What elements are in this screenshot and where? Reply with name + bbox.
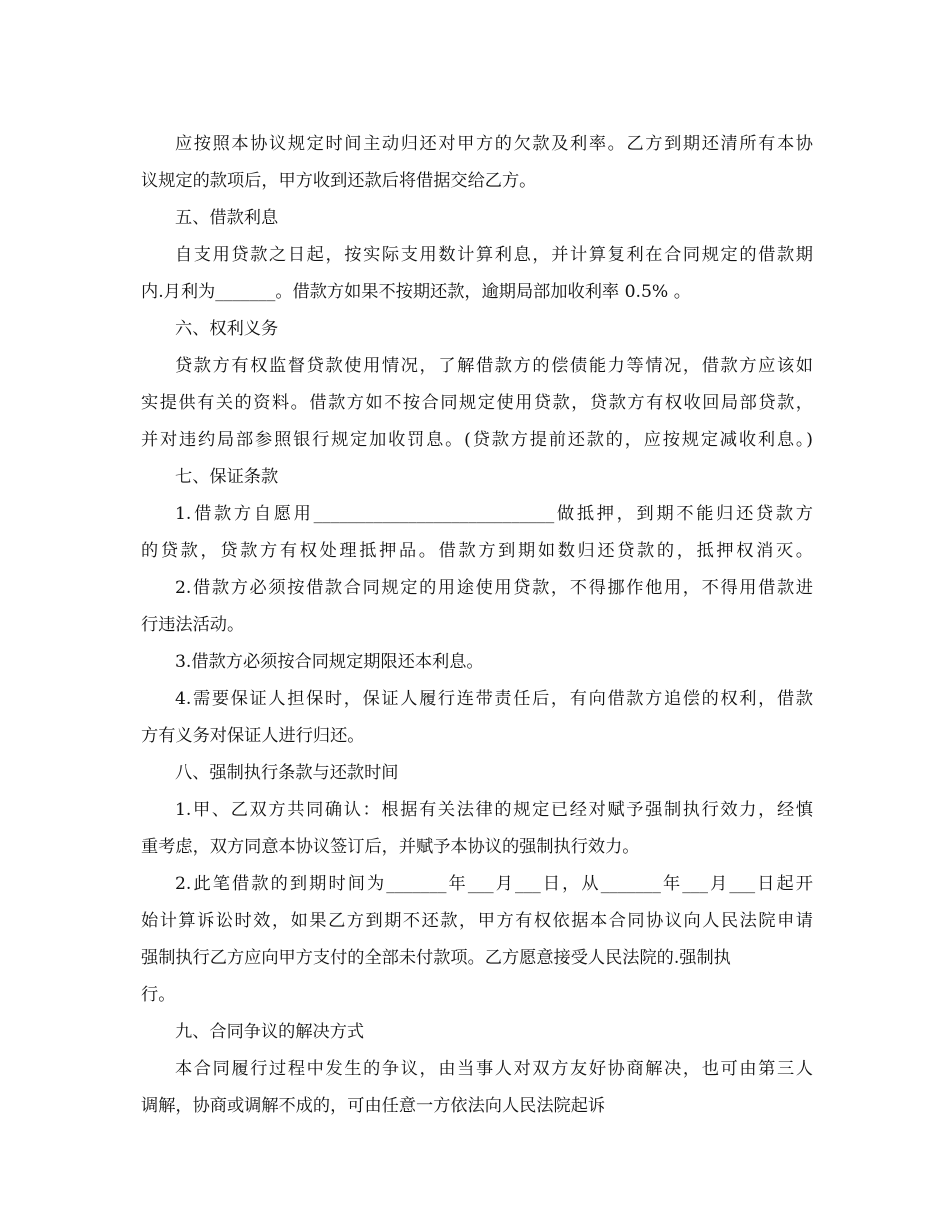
text-line: 3.借款方必须按合同规定期限还本利息。 xyxy=(175,652,484,672)
document-body xyxy=(141,126,813,1125)
section-heading: 六、权利义务 xyxy=(175,319,279,339)
section-heading: 九、合同争议的解决方式 xyxy=(175,1022,365,1042)
text-line: 2.此笔借款的到期时间为_______年___月___日，从_______年___月___日起开 xyxy=(175,874,813,894)
text-line: 强制执行乙方应向甲方支付的全部未付款项。乙方愿意接受人民法院的.强制执 xyxy=(141,948,731,968)
text-line: 4.需要保证人担保时，保证人履行连带责任后，有向借款方追偿的权利，借款 xyxy=(175,689,813,709)
section-heading: 八、强制执行条款与还款时间 xyxy=(175,763,399,783)
text-line: 应按照本协议规定时间主动归还对甲方的欠款及利率。乙方到期还清所有本协 xyxy=(175,134,813,154)
text-line: 实提供有关的资料。借款方如不按合同规定使用贷款，贷款方有权收回局部贷款， xyxy=(141,393,813,413)
text-line: 内.月利为_______。借款方如果不按期还款，逾期局部加收利率 0.5% 。 xyxy=(141,282,691,302)
text-line: 行违法活动。 xyxy=(141,615,245,635)
text-line: 重考虑，双方同意本协议签订后，并赋予本协议的强制执行效力。 xyxy=(141,837,640,857)
section-heading: 七、保证条款 xyxy=(175,467,279,487)
text-line: 调解，协商或调解不成的，可由任意一方依法向人民法院起诉 xyxy=(141,1096,606,1116)
text-line: 自支用贷款之日起，按实际支用数计算利息，并计算复利在合同规定的借款期 xyxy=(175,245,813,265)
text-line: 议规定的款项后，甲方收到还款后将借据交给乙方。 xyxy=(141,171,537,191)
text-line: 2.借款方必须按借款合同规定的用途使用贷款，不得挪作他用，不得用借款进 xyxy=(175,578,813,598)
text-line: 本合同履行过程中发生的争议，由当事人对双方友好协商解决，也可由第三人 xyxy=(175,1059,813,1079)
text-line: 并对违约局部参照银行规定加收罚息。(贷款方提前还款的，应按规定减收利息。) xyxy=(141,430,813,450)
text-line: 行。 xyxy=(141,985,176,1005)
text-line: 的贷款，贷款方有权处理抵押品。借款方到期如数归还贷款的，抵押权消灭。 xyxy=(141,541,813,561)
text-line: 方有义务对保证人进行归还。 xyxy=(141,726,365,746)
text-line: 1.甲、乙双方共同确认：根据有关法律的规定已经对赋予强制执行效力，经慎 xyxy=(175,800,813,820)
section-heading: 五、借款利息 xyxy=(175,208,279,228)
text-line: 贷款方有权监督贷款使用情况，了解借款方的偿债能力等情况，借款方应该如 xyxy=(175,356,813,376)
text-line: 1.借款方自愿用____________________________做抵押，到期不能归还贷款方 xyxy=(175,504,813,524)
text-line: 始计算诉讼时效，如果乙方到期不还款，甲方有权依据本合同协议向人民法院申请 xyxy=(141,911,813,931)
